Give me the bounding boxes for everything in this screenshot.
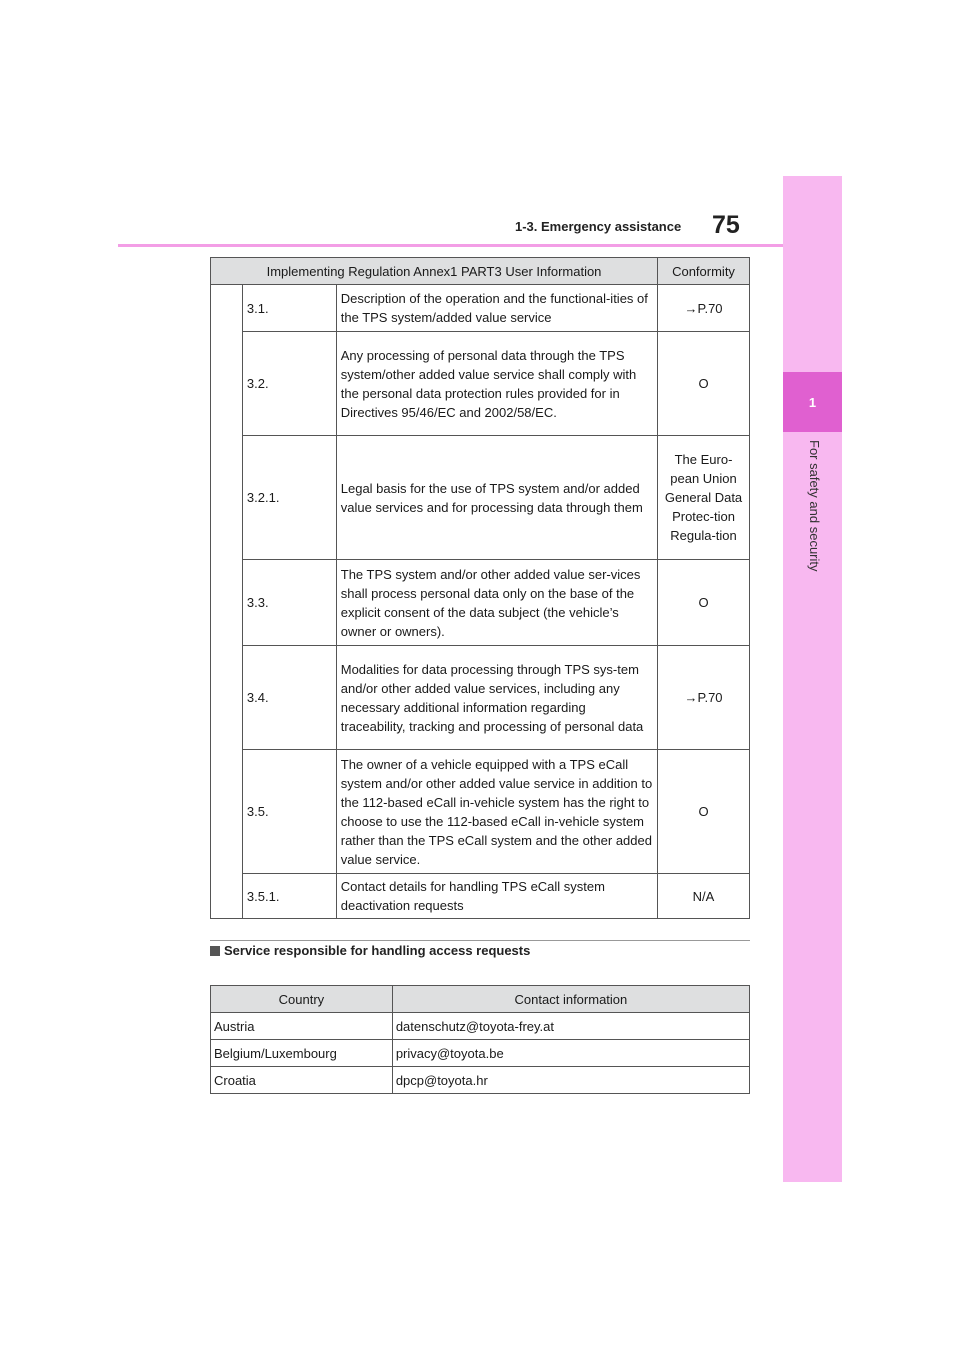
row-conformity: O <box>658 332 750 436</box>
page-number: 75 <box>712 211 740 239</box>
country-cell: Austria <box>211 1013 393 1040</box>
header-divider <box>118 244 783 247</box>
row-description: Description of the operation and the functional-ities of the TPS system/added value service <box>336 285 657 332</box>
row-conformity: N/A <box>658 874 750 919</box>
table-row <box>211 436 750 560</box>
row-description: The owner of a vehicle equipped with a TPS eCall system and/or other added value service in addition to the 112-based eCall in-vehicle system has the right to choose to use the 112-based eCall in-vehicle system rather than the TPS eCall system and the other added value service. <box>336 750 657 874</box>
annex-header-info: Implementing Regulation Annex1 PART3 User Information <box>211 258 658 285</box>
table-row <box>211 1013 750 1040</box>
table-row <box>211 285 750 332</box>
table-row <box>211 646 750 750</box>
subheading <box>210 943 530 958</box>
table-row <box>211 874 750 919</box>
row-number: 3.4. <box>242 646 336 750</box>
row-number: 3.2.1. <box>242 436 336 560</box>
row-conformity: The Euro-pean Union General Data Protec-tion Regula-tion <box>658 436 750 560</box>
country-cell: Belgium/Luxembourg <box>211 1040 393 1067</box>
row-description: Modalities for data processing through TPS sys-tem and/or other added value services, including any necessary additional information regarding traceability, tracking and processing of personal data <box>336 646 657 750</box>
row-description: The TPS system and/or other added value ser-vices shall process personal data only on the base of the explicit consent of the data subject (the vehicle’s owner or owners). <box>336 560 657 646</box>
row-conformity: →P.70 <box>658 285 750 332</box>
row-conformity: O <box>658 560 750 646</box>
contact-header-country: Country <box>211 986 393 1013</box>
row-conformity: O <box>658 750 750 874</box>
subheading-text: Service responsible for handling access requests <box>224 943 531 958</box>
row-number: 3.3. <box>242 560 336 646</box>
contact-cell: privacy@toyota.be <box>392 1040 749 1067</box>
row-description: Legal basis for the use of TPS system and/or added value services and for processing data through them <box>336 436 657 560</box>
indent-cell <box>211 285 243 919</box>
contact-header-info: Contact information <box>392 986 749 1013</box>
section-divider <box>210 940 750 941</box>
table-row <box>211 332 750 436</box>
table-row <box>211 1040 750 1067</box>
row-conformity: →P.70 <box>658 646 750 750</box>
annex-header-conformity: Conformity <box>658 258 750 285</box>
contact-header-row <box>211 986 750 1013</box>
contact-cell: datenschutz@toyota-frey.at <box>392 1013 749 1040</box>
contact-cell: dpcp@toyota.hr <box>392 1067 749 1094</box>
annex-header-row <box>211 258 750 285</box>
row-number: 3.5. <box>242 750 336 874</box>
row-number: 3.1. <box>242 285 336 332</box>
side-tab-text: For safety and security <box>807 440 822 572</box>
side-tab-number: 1 <box>783 372 842 432</box>
contact-table <box>210 985 750 1094</box>
country-cell: Croatia <box>211 1067 393 1094</box>
table-row <box>211 560 750 646</box>
row-number: 3.5.1. <box>242 874 336 919</box>
row-description: Contact details for handling TPS eCall system deactivation requests <box>336 874 657 919</box>
row-description: Any processing of personal data through the TPS system/other added value service shall comply with the personal data protection rules provided for in Directives 95/46/EC and 2002/58/EC. <box>336 332 657 436</box>
annex-table <box>210 257 750 919</box>
square-bullet-icon <box>210 946 220 956</box>
side-tab <box>783 176 842 1182</box>
row-number: 3.2. <box>242 332 336 436</box>
section-title: 1-3. Emergency assistance <box>515 219 682 234</box>
table-row <box>211 750 750 874</box>
table-row <box>211 1067 750 1094</box>
